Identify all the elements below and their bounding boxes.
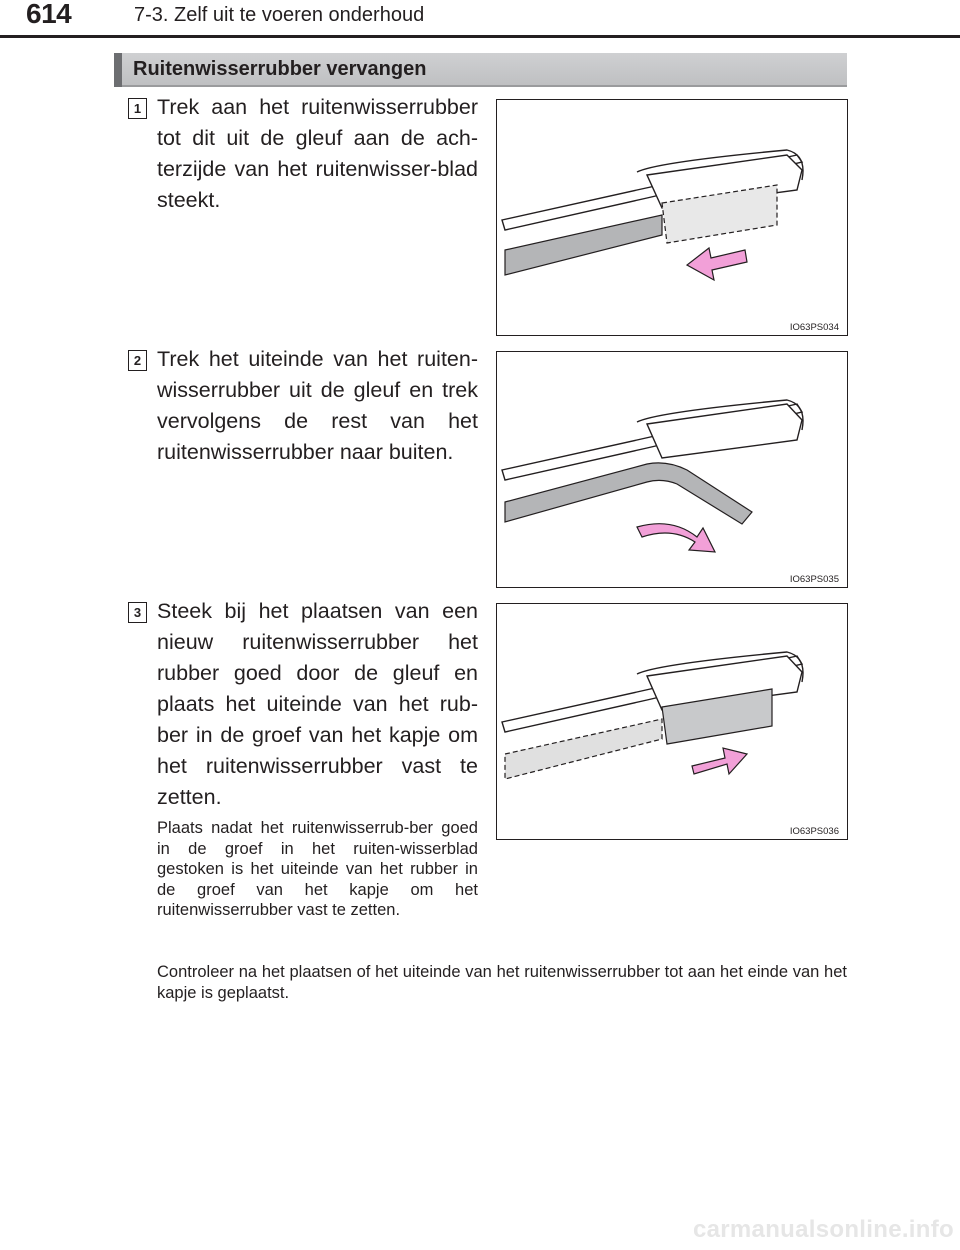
wiper-illustration-2 [497, 352, 847, 587]
figure-code-3: IO63PS036 [789, 826, 839, 837]
step-1-text: Trek aan het ruitenwisserrubber tot dit uit de gleuf aan de ach-terzijde van het ruitenwisser-blad steekt. [157, 95, 478, 212]
step-2-badge: 2 [128, 350, 147, 371]
step-3-text: Steek bij het plaatsen van een nieuw ruitenwisserrubber het rubber goed door de gleuf en plaats het uiteinde van het rub-ber in de groef van het kapje om het ruitenwisserrubber vast te zetten. [157, 599, 478, 809]
step-3-badge: 3 [128, 602, 147, 623]
step-1-badge: 1 [128, 98, 147, 119]
figure-step-2 [496, 351, 848, 588]
figure-code-1: IO63PS034 [789, 322, 839, 333]
step-2-text: Trek het uiteinde van het ruiten-wisserrubber uit de gleuf en trek vervolgens de rest van het ruitenwisserrubber naar buiten. [157, 347, 478, 464]
page-number: 614 [26, 0, 72, 29]
section-marker [114, 53, 122, 87]
closing-note: Controleer na het plaatsen of het uiteinde van het ruitenwisserrubber tot aan het einde van het kapje is geplaatst. [157, 963, 847, 1002]
section-title: Ruitenwisserrubber vervangen [133, 58, 427, 80]
chapter-title: 7-3. Zelf uit te voeren onderhoud [134, 4, 425, 26]
figure-step-3 [496, 603, 848, 840]
figure-step-1 [496, 99, 848, 336]
header-divider [0, 35, 960, 38]
wiper-illustration-3 [497, 604, 847, 839]
wiper-illustration-1 [497, 100, 847, 335]
page-header [0, 0, 960, 40]
figure-code-2: IO63PS035 [789, 574, 839, 585]
step-3-note: Plaats nadat het ruitenwisserrub-ber goed in de groef in het ruiten-wisserblad gestoken is het uiteinde van het rubber in de groef van het kapje om het ruitenwisserrubber vast te zetten. [157, 819, 478, 919]
section-heading-bar [114, 53, 847, 87]
watermark: carmanualsonline.info [692, 1216, 954, 1243]
